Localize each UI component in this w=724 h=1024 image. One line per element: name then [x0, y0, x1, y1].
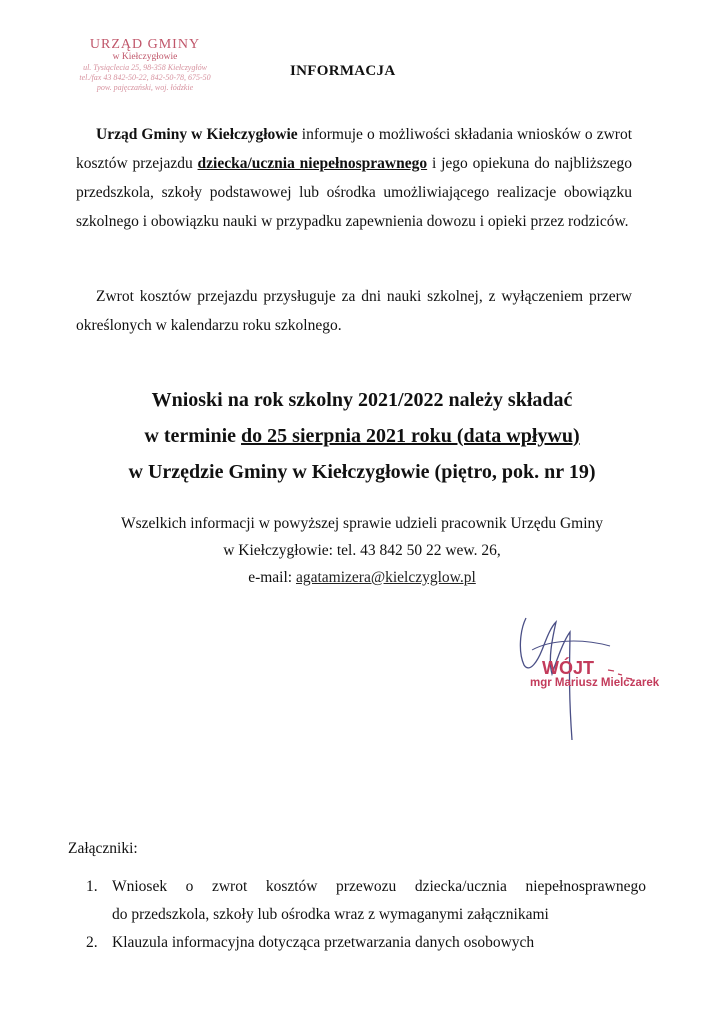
paragraph-intro-text-b: i jego opiekuna do najbliższego przedszkola, szkoły podstawowej lub ośrodka umożliwiającego realizacje obowiązku szkolnego i obowiązku nauki w przypadku zapewnienia dowozu i opieki przez rodziców.	[76, 155, 632, 230]
contact-line-1: Wszelkich informacji w powyższej sprawie udzieli pracownik Urzędu Gminy	[120, 515, 604, 532]
list-item-number: 2.	[86, 934, 98, 951]
signature-title: WÓJT	[542, 658, 594, 678]
deadline-line-2	[40, 418, 684, 454]
signature-stamp	[490, 610, 660, 745]
contact-block	[40, 510, 684, 591]
stamp-title: URZĄD GMINY	[89, 37, 201, 52]
child-emphasis: dziecka/ucznia niepełnosprawnego	[197, 155, 428, 172]
contact-line-3	[40, 564, 684, 591]
paragraph-refund-text: Zwrot kosztów przejazdu przysługuje za dni nauki szkolnej, z wyłączeniem przerw określonych w kalendarzu roku szkolnego.	[76, 288, 632, 334]
list-item-text-cont: do przedszkola, szkoły lub ośrodka wraz z wymaganymi załącznikami	[112, 906, 549, 923]
email-label: e-mail:	[248, 569, 296, 586]
stamp-address: ul. Tysiąclecia 25, 98-358 Kiełczygłów	[83, 63, 207, 72]
email-link[interactable]: agatamizera@kielczyglow.pl	[295, 569, 476, 586]
deadline-line-3: w Urzędzie Gminy w Kiełczygłowie (piętro, pok. nr 19)	[128, 461, 596, 483]
stamp-region: pow. pajęczański, woj. łódzkie	[96, 83, 194, 92]
deadline-prefix: w terminie	[144, 425, 242, 447]
office-stamp	[70, 38, 220, 93]
list-item-text: Wniosek o zwrot kosztów przewozu dziecka/ucznia niepełnosprawnego	[112, 878, 646, 895]
list-item-number: 1.	[86, 878, 98, 895]
stamp-subtitle: w Kiełczygłowie	[112, 52, 178, 62]
contact-line-2: w Kiełczygłowie: tel. 43 842 50 22 wew. 26,	[223, 542, 501, 559]
paragraph-intro-text-a: informuje o możliwości składania wniosków o zwrot kosztów przejazdu	[76, 126, 633, 172]
deadline-line-1: Wnioski na rok szkolny 2021/2022 należy składać	[151, 389, 573, 411]
attachments-list	[86, 873, 646, 957]
list-item-text: Klauzula informacyjna dotycząca przetwarzania danych osobowych	[112, 934, 535, 951]
paragraph-refund	[76, 282, 632, 340]
paragraph-intro	[76, 120, 632, 236]
deadline-block	[40, 382, 684, 490]
list-item	[86, 873, 646, 929]
stamp-phone: tel./fax 43 842-50-22, 842-50-78, 675-50	[79, 73, 211, 82]
deadline-date: do 25 sierpnia 2021 roku (data wpływu)	[241, 425, 580, 447]
signature-name: mgr Mariusz Mielczarek	[530, 677, 660, 689]
attachments-label: Załączniki:	[68, 840, 138, 857]
list-item	[86, 929, 646, 957]
page-title: INFORMACJA	[290, 63, 396, 79]
office-name: Urząd Gminy w Kiełczygłowie	[96, 126, 298, 143]
